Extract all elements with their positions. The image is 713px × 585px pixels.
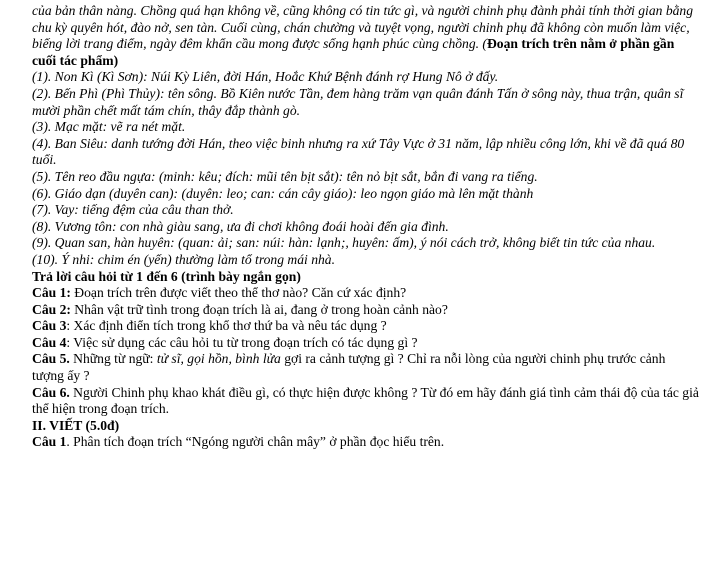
- question-text: Đoạn trích trên được viết theo thể thơ nào? Căn cứ xác định?: [70, 285, 407, 301]
- question-5: [32, 351, 699, 384]
- footnote-9: (9). Quan san, hàn huyên: (quan: ải; san: núi: hàn: lạnh;, huyên: ấm), ý nói cách trở, không biết tin tức của nhau.: [32, 235, 656, 251]
- question-text: gợi ra cảnh tượng gì ? Chỉ ra nỗi lòng của người chinh phụ trước cảnh tượng ấy ?: [32, 351, 666, 384]
- question-text-pre: Những từ ngữ:: [69, 351, 157, 367]
- question-label: Câu 1:: [32, 285, 71, 301]
- footnote-5: (5). Tên reo đầu ngựa: (minh: kêu; đích: mũi tên bịt sắt): tên nỏ bịt sắt, bắn đi vang ra tiếng.: [32, 168, 538, 184]
- footnote-4: (4). Ban Siêu: danh tướng đời Hán, theo việc binh nhưng ra xứ Tây Vực ở 31 năm, lập nhiều công lớn, khi về đã quá 80 tuổi.: [32, 135, 685, 168]
- footnote-7: (7). Vay: tiếng đệm của câu than thở.: [32, 202, 234, 218]
- writing-text: . Phân tích đoạn trích “Ngóng người chân mây” ở phần đọc hiểu trên.: [66, 434, 445, 450]
- question-text: : Việc sử dụng các câu hỏi tu từ trong đoạn trích có tác dụng gì ?: [66, 334, 418, 350]
- question-1: [32, 285, 699, 302]
- footnote-6: (6). Giáo dạn (duyên can): (duyên: leo; can: cán cây giáo): leo ngọn giáo mà lên mặt thành: [32, 185, 534, 201]
- question-label: Câu 5.: [32, 351, 70, 367]
- question-list: [32, 285, 699, 418]
- intro-paragraph: [32, 3, 699, 69]
- question-label: Câu 3: [32, 318, 67, 334]
- question-italic-terms: tử sĩ, gọi hồn, bình lửa: [156, 351, 281, 367]
- footnote-8: (8). Vương tôn: con nhà giàu sang, ưa đi chơi không đoái hoài đến gia đình.: [32, 218, 449, 234]
- footnote-1: (1). Non Kì (Kì Sơn): Núi Kỳ Liên, đời Hán, Hoắc Khứ Bệnh đánh rợ Hung Nô ở đấy.: [32, 69, 499, 85]
- intro-note: Đoạn trích trên nằm ở phần gần cuối tác phẩm): [32, 36, 675, 68]
- footnote-3: (3). Mạc mặt: vẽ ra nét mặt.: [32, 119, 186, 135]
- question-label: Câu 4: [32, 334, 67, 350]
- question-text: : Xác định điển tích trong khổ thơ thứ ba và nêu tác dụng ?: [66, 318, 387, 334]
- question-3: [32, 318, 699, 335]
- questions-heading: Trả lời câu hỏi từ 1 đến 6 (trình bày ngắn gọn): [32, 268, 301, 284]
- writing-question-1: [32, 434, 699, 451]
- question-2: [32, 302, 699, 319]
- section-writing-heading: II. VIẾT (5.0đ): [32, 417, 120, 433]
- question-label: Câu 2:: [32, 301, 71, 317]
- question-6: [32, 385, 699, 418]
- intro-text: của bản thân nàng. Chồng quá hạn không về, cũng không có tin tức gì, và người chinh phụ đành phải tính thời gian bằng chu kỳ quyên hót, đào nở, sen tàn. Cuối cùng, chán chường và tuyệt vọng, người chinh phụ đã không còn muốn làm việc, biếng lời trang điểm, ngày đêm khẩn cầu mong được sống hạnh phúc cùng chồng. (: [32, 3, 694, 52]
- footnotes: [32, 69, 699, 268]
- question-text: Người Chinh phụ khao khát điều gì, có thực hiện được không ? Từ đó em hãy đánh giá tình cảm thái độ của tác giả thể hiện trong đoạn trích.: [32, 384, 699, 417]
- question-label: Câu 6.: [32, 384, 70, 400]
- footnote-10: (10). Ý nhi: chim én (yến) thường làm tổ trong mái nhà.: [32, 251, 335, 267]
- footnote-2: (2). Bến Phì (Phì Thủy): tên sông. Bồ Kiên nước Tần, đem hàng trăm vạn quân đánh Tấn ở sông này, thua trận, quân sĩ mười phần chết mất tám chín, thây đắp thành gò.: [32, 85, 684, 118]
- question-4: [32, 335, 699, 352]
- question-text: Nhân vật trữ tình trong đoạn trích là ai, đang ở trong hoàn cảnh nào?: [70, 301, 448, 317]
- writing-label: Câu 1: [32, 434, 67, 450]
